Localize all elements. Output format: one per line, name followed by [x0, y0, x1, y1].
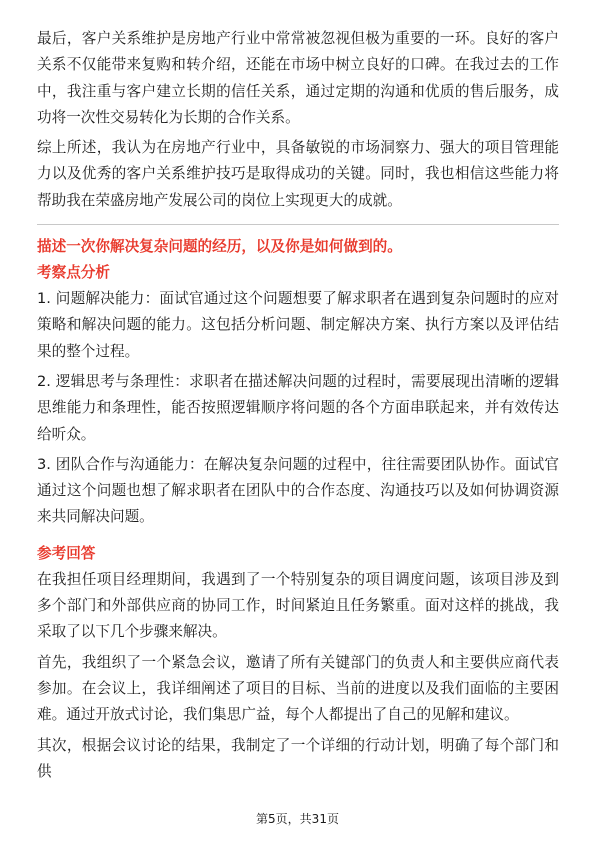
analysis-item: 2. 逻辑思考与条理性：求职者在描述解决问题的过程时，需要展现出清晰的逻辑思维能力和条理性，能否按照逻辑顺序将问题的各个方面串联起来，并有效传达给听众。: [37, 372, 559, 443]
answer-paragraph: 首先，我组织了一个紧急会议，邀请了所有关键部门的负责人和主要供应商代表参加。在会议上，我详细阐述了项目的目标、当前的进度以及我们面临的主要困难。通过开放式讨论，我们集思广益，每个人都提出了自己的见解和建议。: [37, 653, 559, 724]
analysis-item: 3. 团队合作与沟通能力：在解决复杂问题的过程中，往往需要团队协作。面试官通过这个问题也想了解求职者在团队中的合作态度、沟通技巧以及如何协调资源来共同解决问题。: [37, 455, 559, 526]
analysis-heading: 考察点分析: [37, 264, 110, 282]
answer-heading: 参考回答: [37, 544, 96, 562]
intro-paragraph: 最后，客户关系维护是房地产行业中常常被忽视但极为重要的一环。良好的客户关系不仅能带来复购和转介绍，还能在市场中树立良好的口碑。在我过去的工作中，我注重与客户建立长期的信任关系，通过定期的沟通和优质的售后服务，成功将一次性交易转化为长期的合作关系。: [37, 30, 559, 126]
divider: [37, 224, 559, 225]
answer-paragraph: 在我担任项目经理期间，我遇到了一个特别复杂的项目调度问题，该项目涉及到多个部门和外部供应商的协同工作，时间紧迫且任务繁重。面对这样的挑战，我采取了以下几个步骤来解决。: [37, 570, 559, 641]
answer-paragraph: 其次，根据会议讨论的结果，我制定了一个详细的行动计划，明确了每个部门和供: [37, 736, 559, 780]
page-footer: 第5页，共31页: [256, 812, 339, 826]
question-title: 描述一次你解决复杂问题的经历，以及你是如何做到的。: [37, 238, 402, 256]
analysis-item: 1. 问题解决能力：面试官通过这个问题想要了解求职者在遇到复杂问题时的应对策略和解决问题的能力。这包括分析问题、制定解决方案、执行方案以及评估结果的整个过程。: [37, 290, 559, 360]
intro-paragraph: 综上所述，我认为在房地产行业中，具备敏锐的市场洞察力、强大的项目管理能力以及优秀的客户关系维护技巧是取得成功的关键。同时，我也相信这些能力将帮助我在荣盛房地产发展公司的岗位上实现更大的成就。: [37, 139, 559, 209]
page-content: [37, 26, 559, 785]
